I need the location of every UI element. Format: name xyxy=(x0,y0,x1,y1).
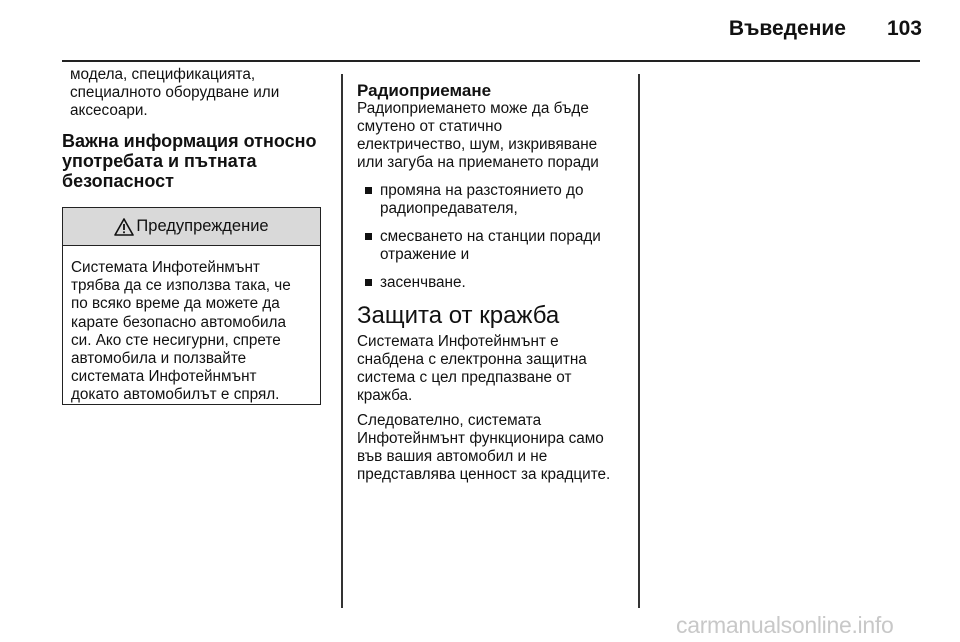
reception-bullet-list xyxy=(357,182,632,292)
bullet-line: промяна на разстоянието до xyxy=(380,182,584,199)
list-item xyxy=(357,228,632,264)
radio-line: електричество, шум, изкривяване xyxy=(357,136,598,153)
warning-line: си. Ако сте несигурни, спрете xyxy=(71,331,281,349)
warning-line: по всяко време да можете да xyxy=(71,295,280,313)
subheading-line: безопасност xyxy=(62,171,174,191)
warning-line: системата Инфотейнмънт xyxy=(71,368,257,386)
radio-line: или загуба на приемането поради xyxy=(357,154,599,171)
bullet-square-icon xyxy=(365,187,372,194)
middle-column xyxy=(357,82,632,484)
radio-paragraph xyxy=(357,100,632,172)
warning-title: Предупреждение xyxy=(136,217,269,235)
theft-paragraph-1 xyxy=(357,333,632,405)
warning-line: карате безопасно автомобила xyxy=(71,313,286,331)
warning-line: Системата Инфотейнмънт xyxy=(71,259,260,276)
warning-text xyxy=(63,246,320,405)
list-item xyxy=(357,274,632,292)
theft-line: Инфотейнмънт функционира само xyxy=(357,430,604,447)
intro-line: аксесоари. xyxy=(70,102,148,119)
theft-line: Системата Инфотейнмънт е xyxy=(357,333,559,350)
theft-line: система с цел предпазване от xyxy=(357,369,572,386)
header-rule xyxy=(62,60,920,62)
theft-paragraph-2 xyxy=(357,412,632,484)
watermark-text: carmanualsonline.info xyxy=(676,612,894,638)
bullet-line: засенчване. xyxy=(380,274,466,291)
bullet-line: смесването на станции поради xyxy=(380,228,601,245)
radio-heading: Радиоприемане xyxy=(357,81,492,100)
bullet-line: отражение и xyxy=(380,246,470,263)
theft-line: снабдена с електронна защитна xyxy=(357,351,587,368)
subheading-line: употребата и пътната xyxy=(62,151,257,171)
theft-line: представлява ценност за крадците. xyxy=(357,466,611,483)
theft-line: кражба. xyxy=(357,387,413,404)
warning-header xyxy=(63,208,320,246)
radio-line: Радиоприемането може да бъде xyxy=(357,100,589,117)
column-divider-2 xyxy=(638,74,640,608)
warning-box xyxy=(62,207,321,405)
theft-protection-heading: Защита от кражба xyxy=(357,302,560,329)
bullet-line: радиопредавателя, xyxy=(380,200,518,217)
warning-line: автомобила и ползвайте xyxy=(71,350,247,368)
list-item xyxy=(357,182,632,218)
warning-line: докато автомобилът е спрял. xyxy=(71,386,280,404)
bullet-square-icon xyxy=(365,233,372,240)
intro-line: модела, спецификацията, xyxy=(70,66,256,83)
page-number: 103 xyxy=(886,17,922,40)
column-divider-1 xyxy=(341,74,343,608)
intro-line: специалното оборудване или xyxy=(70,84,280,101)
warning-triangle-icon xyxy=(114,218,134,236)
intro-text xyxy=(62,66,332,120)
bullet-square-icon xyxy=(365,279,372,286)
warning-line: трябва да се използва така, че xyxy=(71,277,291,295)
page-header-title: Въведение xyxy=(728,17,846,40)
theft-line: във вашия автомобил и не xyxy=(357,448,548,465)
theft-line: Следователно, системата xyxy=(357,412,542,429)
left-column xyxy=(62,66,332,191)
radio-line: смутено от статично xyxy=(357,118,503,135)
subheading-line: Важна информация относно xyxy=(62,131,317,151)
section-subheading xyxy=(62,131,332,191)
